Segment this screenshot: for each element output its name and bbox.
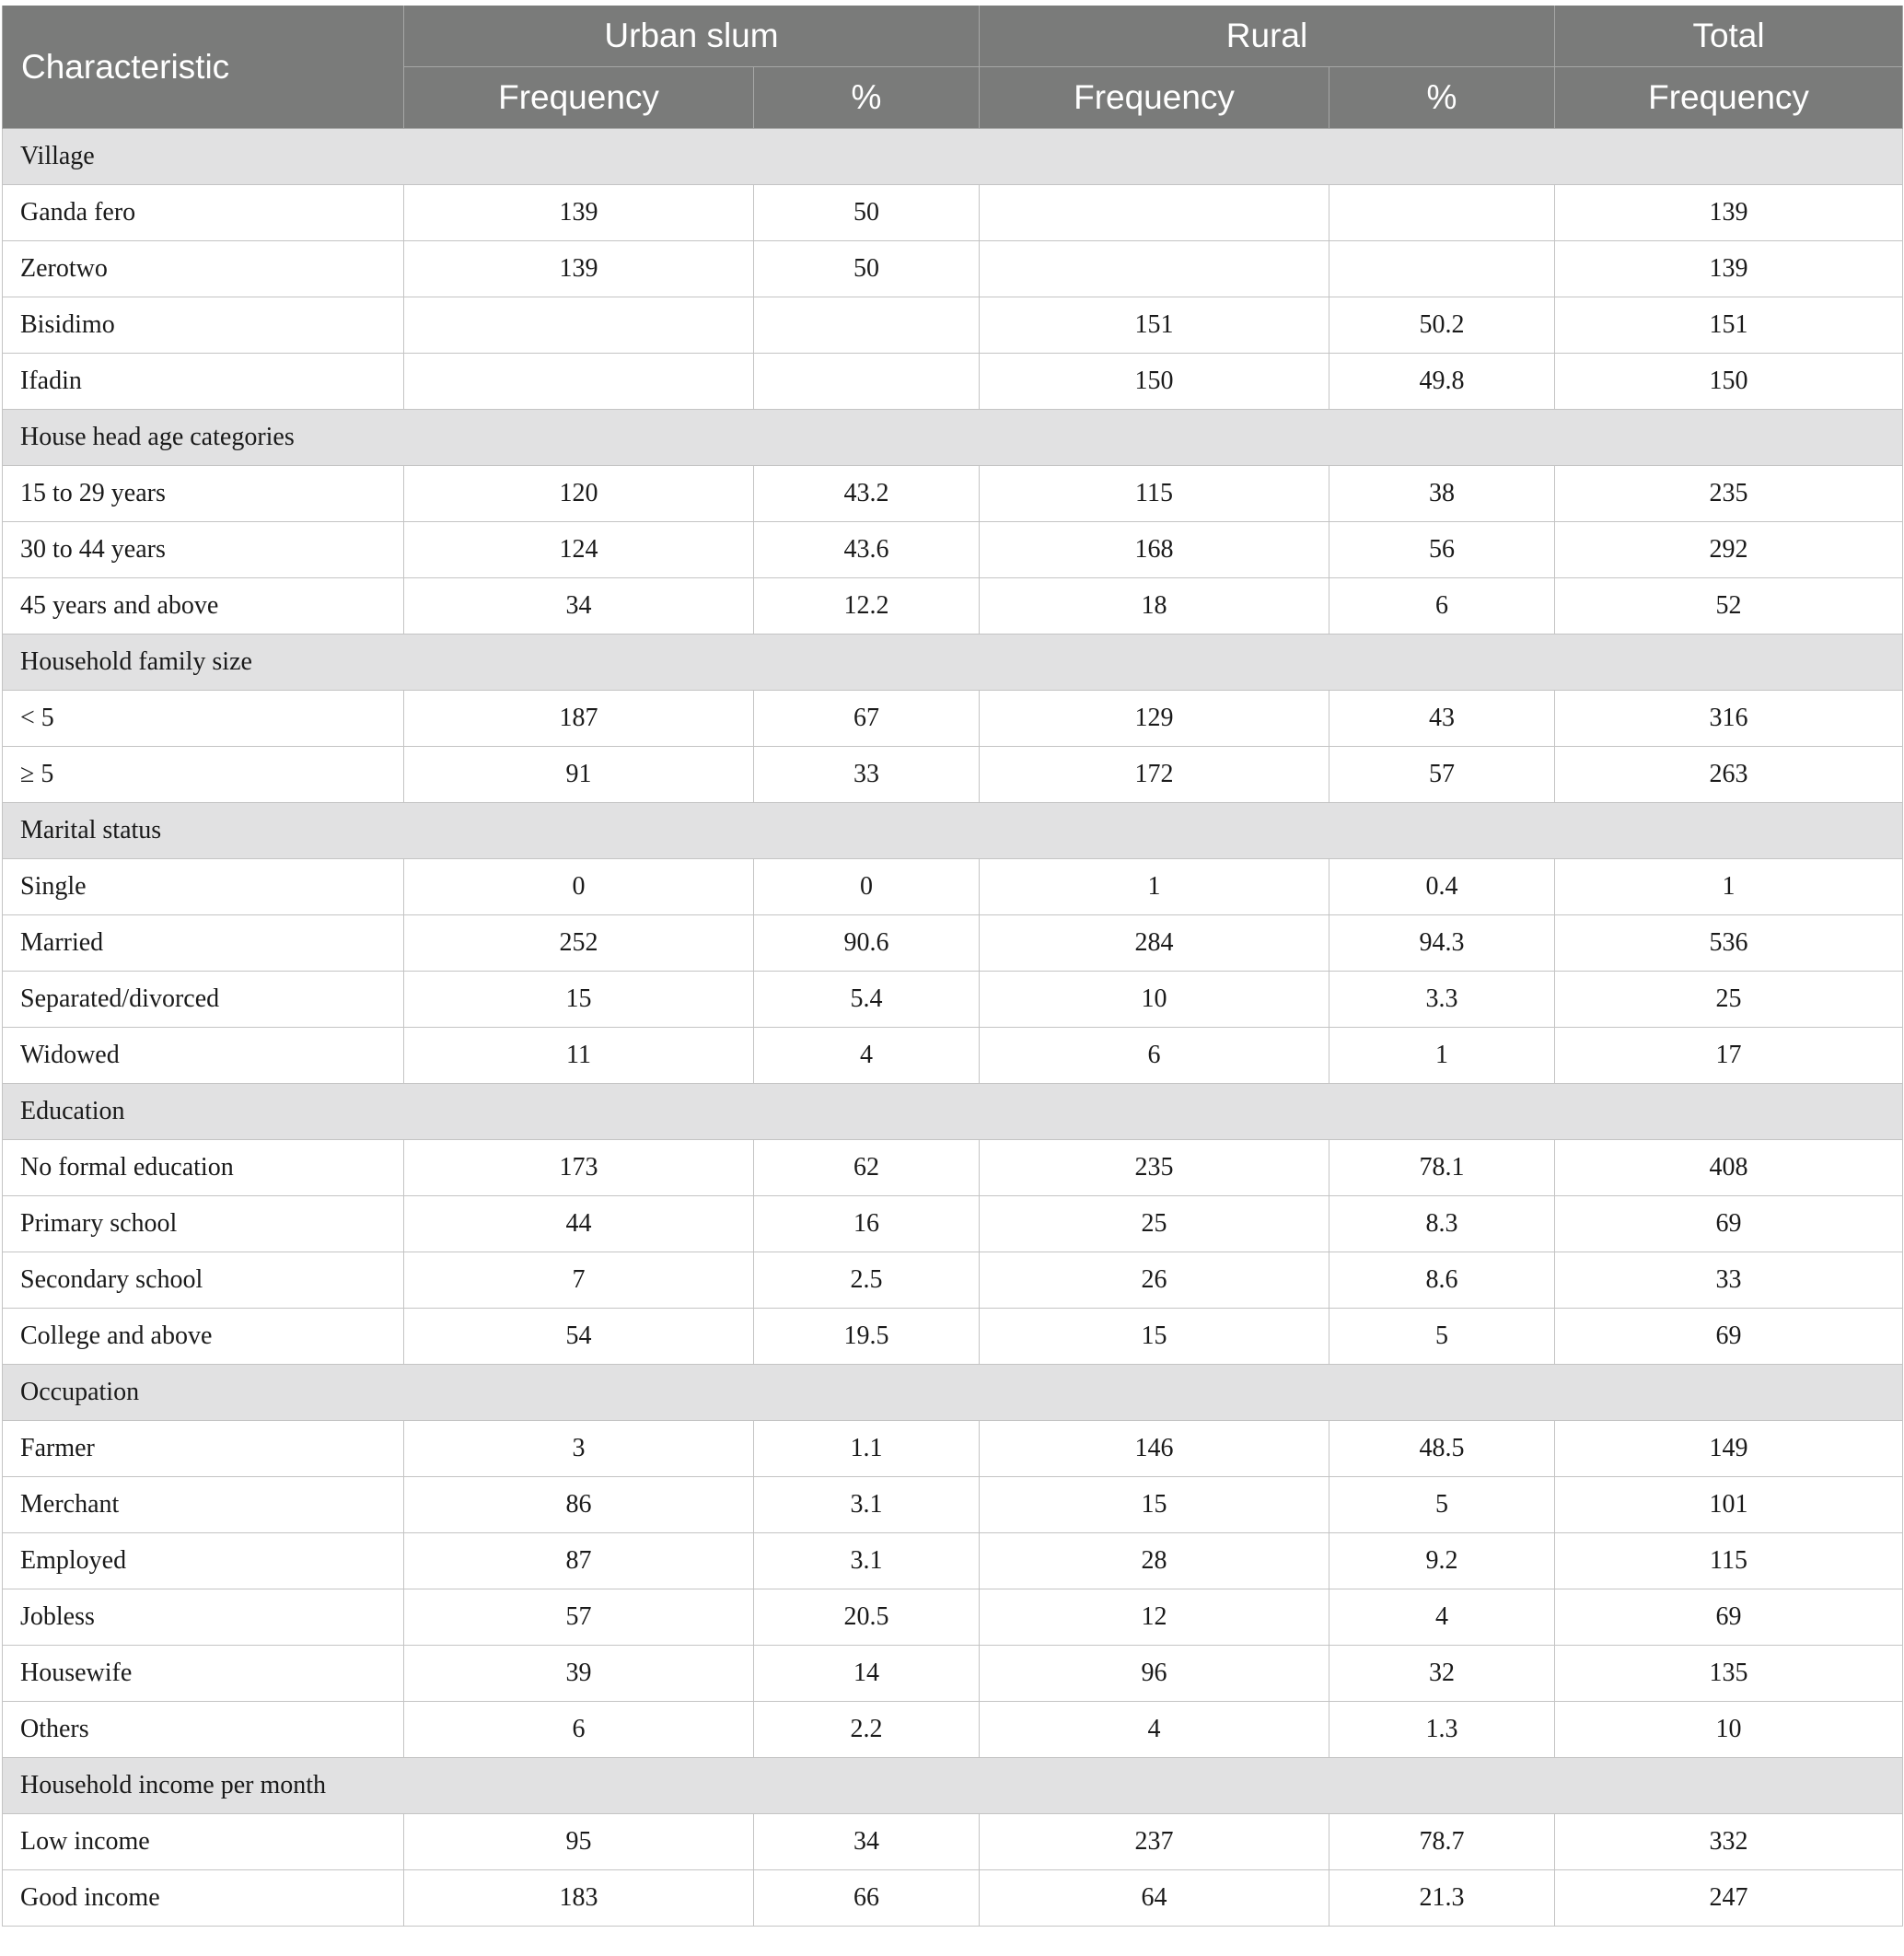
cell-rural-frequency: 64 — [980, 1870, 1329, 1927]
table-row — [3, 1477, 1903, 1533]
cell-rural-frequency: 25 — [980, 1196, 1329, 1252]
cell-rural-frequency: 237 — [980, 1814, 1329, 1870]
cell-urban-percent: 3.1 — [754, 1477, 980, 1533]
cell-rural-percent: 6 — [1329, 578, 1555, 635]
cell-rural-frequency: 172 — [980, 747, 1329, 803]
row-label: Others — [3, 1702, 404, 1758]
cell-rural-percent: 4 — [1329, 1589, 1555, 1646]
cell-rural-frequency: 168 — [980, 522, 1329, 578]
table-row — [3, 1309, 1903, 1365]
cell-total-frequency: 150 — [1555, 354, 1903, 410]
cell-urban-percent: 3.1 — [754, 1533, 980, 1589]
cell-rural-percent: 49.8 — [1329, 354, 1555, 410]
row-label: Primary school — [3, 1196, 404, 1252]
table-row — [3, 522, 1903, 578]
table-row — [3, 1533, 1903, 1589]
cell-rural-percent: 50.2 — [1329, 297, 1555, 354]
row-label: Bisidimo — [3, 297, 404, 354]
cell-urban-percent: 33 — [754, 747, 980, 803]
cell-rural-percent: 5 — [1329, 1477, 1555, 1533]
cell-total-frequency: 316 — [1555, 691, 1903, 747]
row-label: Separated/divorced — [3, 972, 404, 1028]
cell-rural-frequency: 15 — [980, 1309, 1329, 1365]
row-label: Single — [3, 859, 404, 915]
cell-urban-frequency: 86 — [404, 1477, 754, 1533]
cell-rural-percent: 48.5 — [1329, 1421, 1555, 1477]
cell-total-frequency: 101 — [1555, 1477, 1903, 1533]
cell-urban-percent: 2.2 — [754, 1702, 980, 1758]
section-row — [3, 635, 1903, 691]
cell-urban-frequency: 95 — [404, 1814, 754, 1870]
cell-urban-frequency: 54 — [404, 1309, 754, 1365]
cell-rural-percent: 43 — [1329, 691, 1555, 747]
cell-urban-frequency: 0 — [404, 859, 754, 915]
cell-urban-percent: 43.6 — [754, 522, 980, 578]
row-label: Married — [3, 915, 404, 972]
table-row — [3, 859, 1903, 915]
row-label: Low income — [3, 1814, 404, 1870]
row-label: No formal education — [3, 1140, 404, 1196]
cell-urban-frequency: 139 — [404, 185, 754, 241]
cell-rural-frequency: 15 — [980, 1477, 1329, 1533]
cell-urban-percent: 62 — [754, 1140, 980, 1196]
cell-urban-percent: 50 — [754, 241, 980, 297]
row-label: Ganda fero — [3, 185, 404, 241]
cell-urban-frequency: 91 — [404, 747, 754, 803]
cell-total-frequency: 247 — [1555, 1870, 1903, 1927]
cell-total-frequency: 69 — [1555, 1309, 1903, 1365]
table-row — [3, 1589, 1903, 1646]
cell-total-frequency: 69 — [1555, 1196, 1903, 1252]
table-row — [3, 1421, 1903, 1477]
cell-rural-frequency: 96 — [980, 1646, 1329, 1702]
cell-rural-percent: 5 — [1329, 1309, 1555, 1365]
row-label: Employed — [3, 1533, 404, 1589]
cell-urban-frequency: 139 — [404, 241, 754, 297]
cell-rural-percent: 94.3 — [1329, 915, 1555, 972]
cell-rural-frequency: 4 — [980, 1702, 1329, 1758]
cell-urban-percent: 67 — [754, 691, 980, 747]
cell-urban-frequency: 252 — [404, 915, 754, 972]
row-label: Secondary school — [3, 1252, 404, 1309]
cell-total-frequency: 135 — [1555, 1646, 1903, 1702]
cell-urban-frequency: 44 — [404, 1196, 754, 1252]
cell-urban-frequency: 57 — [404, 1589, 754, 1646]
cell-rural-frequency: 10 — [980, 972, 1329, 1028]
table-row — [3, 241, 1903, 297]
cell-urban-frequency: 173 — [404, 1140, 754, 1196]
section-row — [3, 1084, 1903, 1140]
cell-rural-percent: 1.3 — [1329, 1702, 1555, 1758]
cell-rural-frequency: 150 — [980, 354, 1329, 410]
cell-total-frequency: 139 — [1555, 185, 1903, 241]
cell-urban-percent: 4 — [754, 1028, 980, 1084]
cell-total-frequency: 139 — [1555, 241, 1903, 297]
table-row — [3, 1140, 1903, 1196]
section-row — [3, 1758, 1903, 1814]
cell-rural-frequency: 115 — [980, 466, 1329, 522]
table-row — [3, 1814, 1903, 1870]
row-label: Jobless — [3, 1589, 404, 1646]
cell-urban-frequency: 187 — [404, 691, 754, 747]
table-row — [3, 691, 1903, 747]
cell-total-frequency: 17 — [1555, 1028, 1903, 1084]
cell-rural-percent — [1329, 185, 1555, 241]
cell-urban-percent: 43.2 — [754, 466, 980, 522]
cell-total-frequency: 149 — [1555, 1421, 1903, 1477]
cell-urban-percent: 2.5 — [754, 1252, 980, 1309]
cell-total-frequency: 33 — [1555, 1252, 1903, 1309]
cell-rural-percent: 32 — [1329, 1646, 1555, 1702]
cell-total-frequency: 263 — [1555, 747, 1903, 803]
cell-total-frequency: 292 — [1555, 522, 1903, 578]
cell-rural-frequency: 18 — [980, 578, 1329, 635]
section-title: Village — [3, 129, 1903, 185]
cell-rural-percent: 8.3 — [1329, 1196, 1555, 1252]
header-characteristic: Characteristic — [3, 6, 404, 129]
cell-urban-frequency: 15 — [404, 972, 754, 1028]
cell-rural-percent: 8.6 — [1329, 1252, 1555, 1309]
row-label: Housewife — [3, 1646, 404, 1702]
cell-urban-percent: 50 — [754, 185, 980, 241]
cell-urban-percent: 19.5 — [754, 1309, 980, 1365]
header-group-rural: Rural — [980, 6, 1555, 67]
cell-rural-frequency: 146 — [980, 1421, 1329, 1477]
row-label: Ifadin — [3, 354, 404, 410]
section-title: Marital status — [3, 803, 1903, 859]
cell-total-frequency: 151 — [1555, 297, 1903, 354]
row-label: 30 to 44 years — [3, 522, 404, 578]
cell-total-frequency: 25 — [1555, 972, 1903, 1028]
cell-rural-percent: 21.3 — [1329, 1870, 1555, 1927]
table-body — [3, 129, 1903, 1927]
row-label: 15 to 29 years — [3, 466, 404, 522]
cell-urban-percent: 1.1 — [754, 1421, 980, 1477]
cell-total-frequency: 69 — [1555, 1589, 1903, 1646]
cell-total-frequency: 235 — [1555, 466, 1903, 522]
row-label: Farmer — [3, 1421, 404, 1477]
row-label: 45 years and above — [3, 578, 404, 635]
cell-urban-frequency: 11 — [404, 1028, 754, 1084]
section-title: Education — [3, 1084, 1903, 1140]
header-group-urban-slum: Urban slum — [404, 6, 980, 67]
cell-total-frequency: 536 — [1555, 915, 1903, 972]
cell-rural-percent: 3.3 — [1329, 972, 1555, 1028]
row-label: ≥ 5 — [3, 747, 404, 803]
section-title: Household family size — [3, 635, 1903, 691]
table-row — [3, 1028, 1903, 1084]
row-label: Widowed — [3, 1028, 404, 1084]
cell-rural-frequency: 284 — [980, 915, 1329, 972]
cell-rural-frequency: 12 — [980, 1589, 1329, 1646]
table-row — [3, 972, 1903, 1028]
cell-urban-percent: 34 — [754, 1814, 980, 1870]
cell-rural-percent: 56 — [1329, 522, 1555, 578]
section-title: Household income per month — [3, 1758, 1903, 1814]
cell-rural-frequency: 151 — [980, 297, 1329, 354]
subheader-total-frequency: Frequency — [1555, 67, 1903, 129]
cell-rural-percent: 1 — [1329, 1028, 1555, 1084]
table-row — [3, 297, 1903, 354]
cell-rural-percent: 38 — [1329, 466, 1555, 522]
cell-total-frequency: 10 — [1555, 1702, 1903, 1758]
cell-rural-frequency: 28 — [980, 1533, 1329, 1589]
table-header — [3, 6, 1903, 129]
cell-urban-frequency: 183 — [404, 1870, 754, 1927]
row-label: College and above — [3, 1309, 404, 1365]
section-row — [3, 410, 1903, 466]
cell-urban-frequency: 124 — [404, 522, 754, 578]
cell-urban-percent: 5.4 — [754, 972, 980, 1028]
cell-urban-percent: 66 — [754, 1870, 980, 1927]
cell-rural-percent: 9.2 — [1329, 1533, 1555, 1589]
row-label: Zerotwo — [3, 241, 404, 297]
section-row — [3, 1365, 1903, 1421]
table-row — [3, 185, 1903, 241]
table-row — [3, 354, 1903, 410]
cell-rural-frequency — [980, 241, 1329, 297]
cell-rural-frequency — [980, 185, 1329, 241]
cell-rural-frequency: 26 — [980, 1252, 1329, 1309]
cell-urban-percent: 14 — [754, 1646, 980, 1702]
cell-urban-frequency — [404, 354, 754, 410]
cell-rural-frequency: 1 — [980, 859, 1329, 915]
cell-urban-percent: 90.6 — [754, 915, 980, 972]
cell-urban-frequency: 39 — [404, 1646, 754, 1702]
header-group-total: Total — [1555, 6, 1903, 67]
cell-urban-percent: 20.5 — [754, 1589, 980, 1646]
cell-total-frequency: 115 — [1555, 1533, 1903, 1589]
characteristics-table — [2, 6, 1903, 1927]
subheader-rural-percent: % — [1329, 67, 1555, 129]
row-label: Good income — [3, 1870, 404, 1927]
cell-urban-percent: 16 — [754, 1196, 980, 1252]
cell-urban-frequency: 3 — [404, 1421, 754, 1477]
table-row — [3, 1646, 1903, 1702]
cell-total-frequency: 1 — [1555, 859, 1903, 915]
cell-urban-percent — [754, 297, 980, 354]
cell-urban-percent — [754, 354, 980, 410]
section-title: House head age categories — [3, 410, 1903, 466]
cell-total-frequency: 332 — [1555, 1814, 1903, 1870]
cell-rural-percent: 57 — [1329, 747, 1555, 803]
table-row — [3, 747, 1903, 803]
table-row — [3, 578, 1903, 635]
table-row — [3, 915, 1903, 972]
table-row — [3, 466, 1903, 522]
row-label: Merchant — [3, 1477, 404, 1533]
cell-total-frequency: 408 — [1555, 1140, 1903, 1196]
cell-rural-frequency: 6 — [980, 1028, 1329, 1084]
cell-rural-frequency: 235 — [980, 1140, 1329, 1196]
table-row — [3, 1702, 1903, 1758]
cell-rural-frequency: 129 — [980, 691, 1329, 747]
cell-urban-frequency: 120 — [404, 466, 754, 522]
cell-urban-percent: 12.2 — [754, 578, 980, 635]
cell-urban-frequency — [404, 297, 754, 354]
cell-rural-percent: 78.1 — [1329, 1140, 1555, 1196]
table-row — [3, 1252, 1903, 1309]
cell-urban-percent: 0 — [754, 859, 980, 915]
section-row — [3, 129, 1903, 185]
cell-rural-percent — [1329, 241, 1555, 297]
table-row — [3, 1196, 1903, 1252]
cell-urban-frequency: 87 — [404, 1533, 754, 1589]
cell-urban-frequency: 6 — [404, 1702, 754, 1758]
section-row — [3, 803, 1903, 859]
cell-total-frequency: 52 — [1555, 578, 1903, 635]
cell-rural-percent: 0.4 — [1329, 859, 1555, 915]
subheader-urban-percent: % — [754, 67, 980, 129]
table-row — [3, 1870, 1903, 1927]
cell-urban-frequency: 34 — [404, 578, 754, 635]
subheader-rural-frequency: Frequency — [980, 67, 1329, 129]
row-label: < 5 — [3, 691, 404, 747]
cell-rural-percent: 78.7 — [1329, 1814, 1555, 1870]
section-title: Occupation — [3, 1365, 1903, 1421]
cell-urban-frequency: 7 — [404, 1252, 754, 1309]
subheader-urban-frequency: Frequency — [404, 67, 754, 129]
